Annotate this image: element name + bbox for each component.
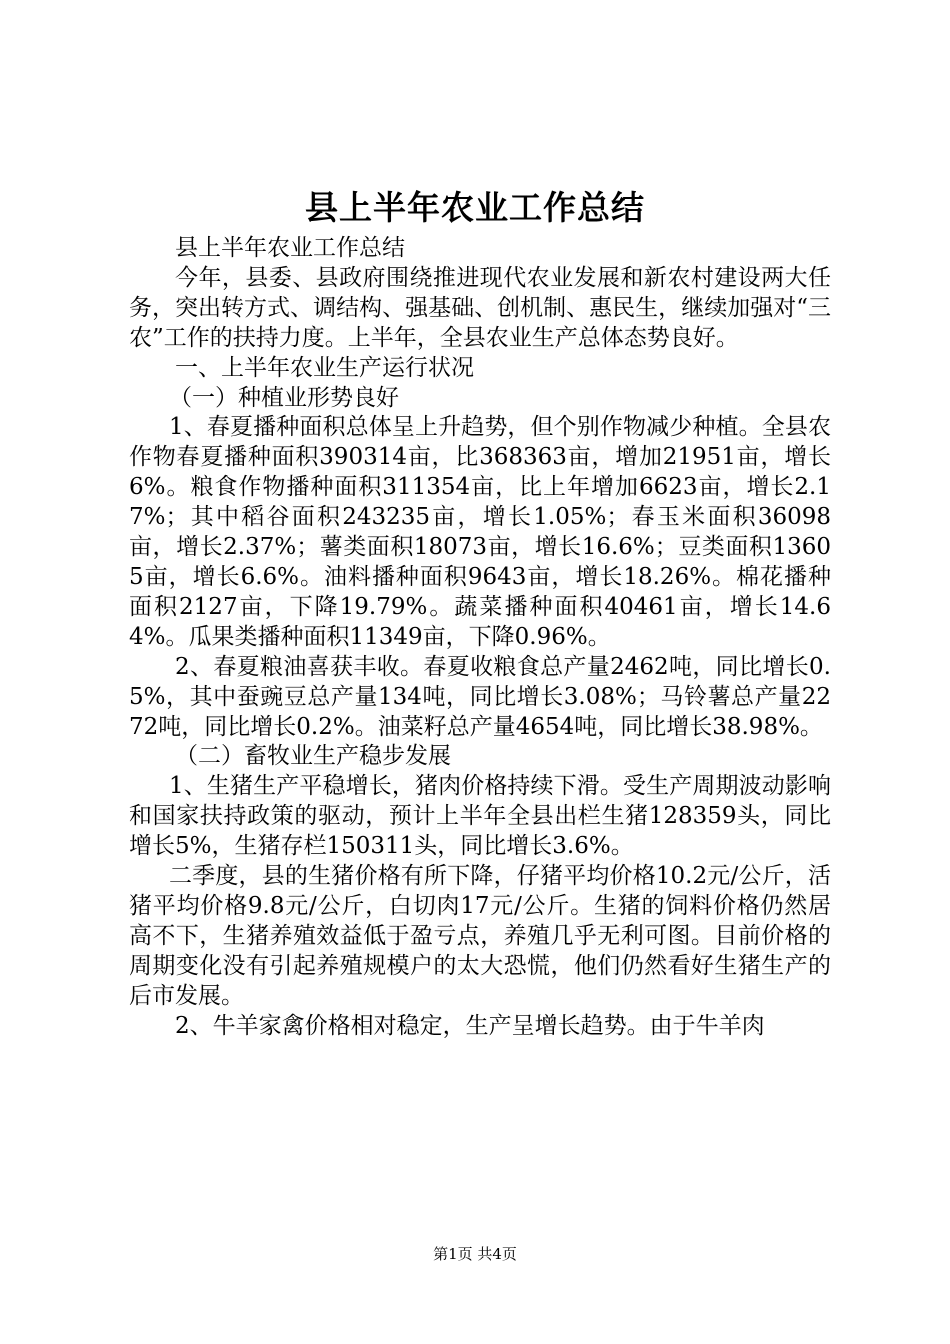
paragraph-intro: 今年，县委、县政府围绕推进现代农业发展和新农村建设两大任务，突出转方式、调结构、强基础、创机制、惠民生，继续加强对“三农”工作的扶持力度。上半年，全县农业生产总体态势良好。 (129, 264, 831, 351)
paragraph-cattle-poultry: 2、牛羊家禽价格相对稳定，生产呈增长趋势。由于牛羊肉 (175, 1012, 765, 1039)
document-body (129, 234, 831, 1041)
subsection-heading-livestock: （二）畜牧业生产稳步发展 (175, 743, 451, 770)
page-footer: 第1页 共4页 (433, 1245, 517, 1263)
paragraph-grain-harvest: 2、春夏粮油喜获丰收。春夏收粮食总产量2462吨，同比增长0.5%，其中蚕豌豆总产量134吨，同比增长3.08%；马铃薯总产量2272吨，同比增长0.2%。油菜籽总产量4654吨，同比增长38.98%。 (129, 653, 831, 740)
document-title: 县上半年农业工作总结 (305, 188, 645, 227)
subsection-heading-planting: （一）种植业形势良好 (169, 384, 399, 411)
section-heading-1: 一、上半年农业生产运行状况 (175, 354, 474, 381)
paragraph-subtitle: 县上半年农业工作总结 (175, 235, 405, 261)
paragraph-planting-area: 1、春夏播种面积总体呈上升趋势，但个别作物减少种植。全县农作物春夏播种面积390314亩，比368363亩，增加21951亩，增长6%。粮食作物播种面积311354亩，比上年增加6623亩，增长2.17%；其中稻谷面积243235亩，增长1.05%；春玉米面积36098亩，增长2.37%；薯类面积18073亩，增长16.6%；豆类面积13605亩，增长6.6%。油料播种面积9643亩，增长18.26%。棉花播种面积2127亩，下降19.79%。蔬菜播种面积40461亩，增长14.64%。瓜果类播种面积11349亩，下降0.96%。 (129, 414, 831, 650)
paragraph-pig-production: 1、生猪生产平稳增长，猪肉价格持续下滑。受生产周期波动影响和国家扶持政策的驱动，预计上半年全县出栏生猪128359头，同比增长5%，生猪存栏150311头，同比增长3.6%。 (129, 773, 831, 860)
paragraph-pig-prices: 二季度，县的生猪价格有所下降，仔猪平均价格10.2元/公斤，活猪平均价格9.8元/公斤，白切肉17元/公斤。生猪的饲料价格仍然居高不下，生猪养殖效益低于盈亏点，养殖几乎无利可图。目前价格的周期变化没有引起养殖规模户的太大恐慌，他们仍然看好生猪生产的后市发展。 (129, 863, 831, 1009)
